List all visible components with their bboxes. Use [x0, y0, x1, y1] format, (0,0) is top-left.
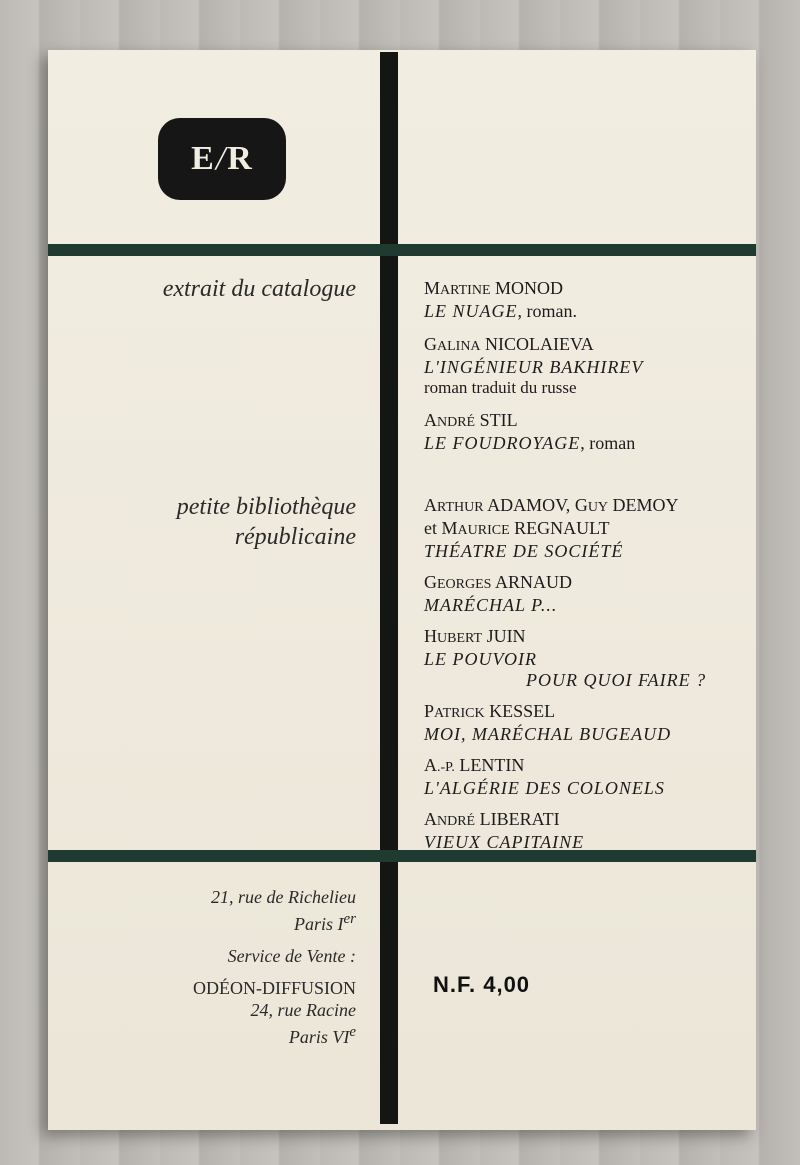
series-entry — [424, 809, 754, 853]
catalogue-entry — [424, 410, 754, 454]
address-city: Paris Ier — [294, 911, 356, 934]
series-entry — [424, 755, 754, 799]
vertical-divider — [380, 52, 398, 1124]
book-title: LE NUAGE, roman. — [424, 301, 577, 321]
catalogue-entry — [424, 334, 754, 398]
book-title: THÉATRE DE SOCIÉTÉ — [424, 541, 624, 561]
distributor-name: ODÉON-DIFFUSION — [192, 978, 356, 998]
author: GALINA NICOLAIEVA — [424, 334, 594, 354]
author: ANDRÉ LIBERATI — [424, 809, 560, 829]
logo-letter-r: R — [227, 140, 253, 177]
series-label-line2: républicaine — [234, 524, 356, 550]
author: et MAURICE REGNAULT — [424, 518, 610, 538]
sales-service-label: Service de Vente : — [227, 946, 356, 966]
price-label: N.F. 4,00 — [433, 972, 531, 997]
book-title: VIEUX CAPITAINE — [424, 832, 585, 852]
book-title: L'INGÉNIEUR BAKHIREV — [424, 357, 644, 377]
book-subtitle: roman traduit du russe — [424, 378, 577, 397]
book-back-cover — [48, 50, 756, 1130]
book-title: MOI, MARÉCHAL BUGEAUD — [424, 724, 672, 744]
book-title: LE FOUDROYAGE, roman — [424, 433, 636, 453]
series-entry — [424, 626, 754, 691]
distributor-street: 24, rue Racine — [250, 1000, 356, 1020]
series-entry — [424, 495, 754, 562]
author: MARTINE MONOD — [424, 278, 564, 298]
author: ARTHUR ADAMOV, GUY DEMOY — [424, 495, 679, 515]
author: GEORGES ARNAUD — [424, 572, 572, 592]
author: ANDRÉ STIL — [424, 410, 518, 430]
book-title: L'ALGÉRIE DES COLONELS — [424, 778, 665, 798]
horizontal-divider-top — [48, 244, 756, 256]
publisher-address — [193, 886, 356, 1048]
catalogue-list — [424, 278, 754, 454]
series-label-line1: petite bibliothèque — [176, 494, 356, 520]
series-entry — [424, 572, 754, 616]
author: A.-P. LENTIN — [424, 755, 525, 775]
catalogue-label: extrait du catalogue — [162, 276, 356, 302]
address-street: 21, rue de Richelieu — [211, 887, 356, 907]
book-title-line2: POUR QUOI FAIRE ? — [526, 670, 707, 690]
series-list — [424, 495, 754, 853]
logo-letter-e: E — [191, 140, 215, 177]
book-title: MARÉCHAL P... — [424, 595, 558, 615]
catalogue-entry — [424, 278, 754, 322]
logo-slash: / — [215, 140, 227, 177]
series-entry — [424, 701, 754, 745]
author: HUBERT JUIN — [424, 626, 526, 646]
distributor-city: Paris VIe — [288, 1024, 356, 1047]
publisher-logo — [158, 118, 286, 200]
book-title: LE POUVOIR — [424, 649, 537, 669]
author: PATRICK KESSEL — [424, 701, 556, 721]
series-label — [177, 492, 356, 552]
